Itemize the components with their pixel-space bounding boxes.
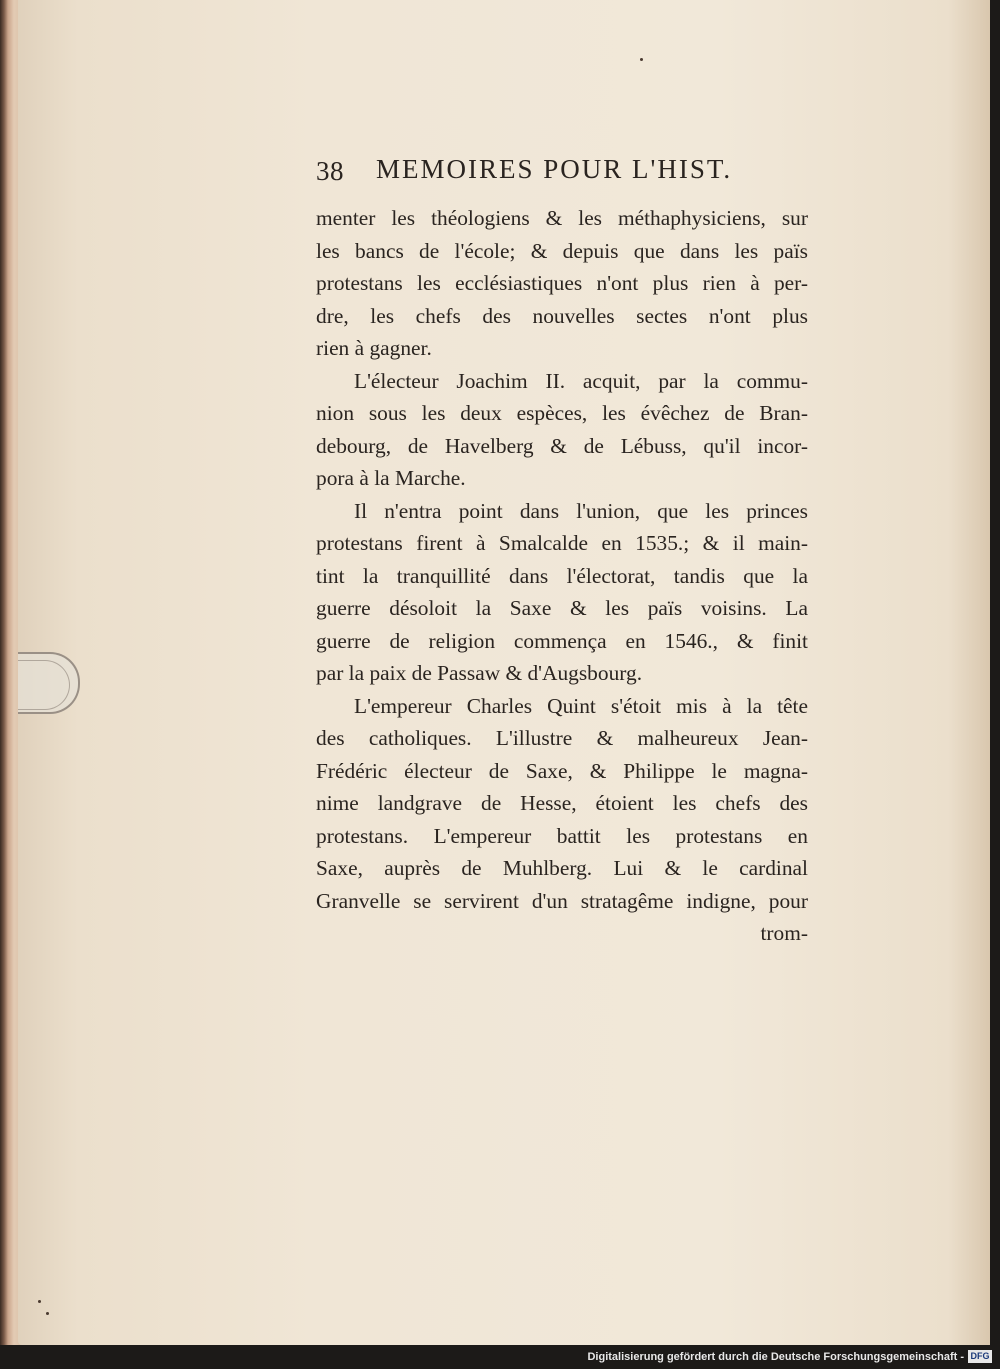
- text-line: Saxe, auprès de Muhlberg. Lui & le cardinal: [316, 856, 808, 880]
- text-line: Frédéric électeur de Saxe, & Philippe le magna-: [316, 758, 808, 783]
- page-number: 38: [316, 156, 344, 186]
- text-line: par la paix de Passaw & d'Augsbourg.: [316, 661, 643, 685]
- paragraph: [316, 202, 808, 365]
- text-line: nime landgrave de Hesse, étoient les chefs des: [316, 791, 808, 815]
- paragraph: [316, 365, 808, 495]
- text-line: protestans firent à Smalcalde en 1535.; & il main-: [316, 531, 808, 555]
- funding-credit: Digitalisierung gefördert durch die Deutsche Forschungsgemeinschaft -: [587, 1351, 964, 1363]
- paragraph: [316, 690, 808, 918]
- text-line: guerre de religion commença en 1546., & finit: [316, 628, 808, 653]
- text-line: protestans. L'empereur battit les protestans en: [316, 823, 808, 848]
- running-title: MEMOIRES POUR L'HIST.: [376, 154, 733, 184]
- ink-speck: [640, 58, 643, 61]
- text-line: les bancs de l'école; & depuis que dans les païs: [316, 238, 808, 263]
- page-clip: [18, 652, 80, 714]
- text-line: menter les théologiens & les méthaphysiciens, sur: [316, 206, 808, 230]
- text-line: dre, les chefs des nouvelles sectes n'ont plus: [316, 303, 808, 328]
- text-line: tint la tranquillité dans l'électorat, tandis que la: [316, 563, 808, 588]
- text-line: L'électeur Joachim II. acquit, par la commu-: [354, 368, 808, 393]
- ink-speck: [38, 1300, 41, 1303]
- text-line: pora à la Marche.: [316, 466, 466, 490]
- text-line: guerre désoloit la Saxe & les païs voisins. La: [316, 596, 808, 620]
- text-line: nion sous les deux espèces, les évêchez de Bran-: [316, 401, 808, 425]
- text-line: L'empereur Charles Quint s'étoit mis à la tête: [354, 693, 808, 718]
- page-header: [316, 150, 810, 194]
- text-line: rien à gagner.: [316, 336, 432, 360]
- dfg-logo: DFG: [968, 1350, 992, 1363]
- catchword: trom-: [760, 921, 808, 945]
- page-clip-inner: [18, 660, 70, 710]
- text-line: protestans les ecclésiastiques n'ont plus rien à per-: [316, 271, 808, 295]
- text-line: debourg, de Havelberg & de Lébuss, qu'il incor-: [316, 433, 808, 458]
- text-line: Il n'entra point dans l'union, que les princes: [354, 498, 808, 523]
- text-line: Granvelle se servirent d'un stratagême indigne, pour: [316, 888, 808, 913]
- paragraph: [316, 495, 808, 690]
- text-line: des catholiques. L'illustre & malheureux Jean-: [316, 726, 808, 750]
- ink-speck: [46, 1312, 49, 1315]
- body-text: [316, 202, 808, 950]
